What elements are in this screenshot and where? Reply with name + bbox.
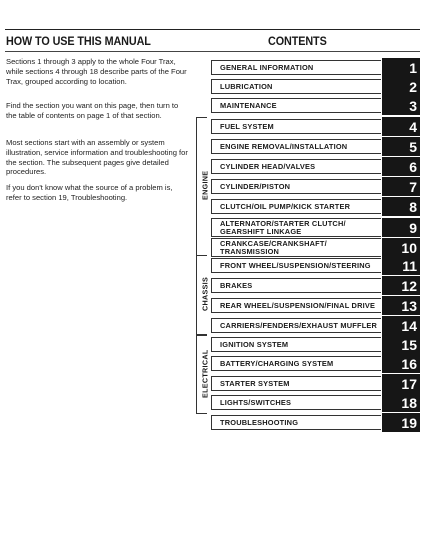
intro-paragraph-2: Find the section you want on this page, then turn to the table of contents on page 1 of that section. [6, 101, 179, 120]
section-title[interactable] [211, 356, 381, 371]
section-title-line1: CARRIERS/FENDERS/EXHAUST MUFFLER [220, 320, 378, 330]
section-title-line1: CYLINDER HEAD/VALVES [220, 161, 316, 171]
section-number-tab[interactable]: 5 [382, 137, 420, 156]
section-number-tab[interactable]: 8 [382, 197, 420, 216]
section-title-line1: CYLINDER/PISTON [220, 181, 291, 191]
section-number-tab[interactable]: 19 [382, 413, 420, 432]
chassis-group-label: CHASSIS [200, 276, 210, 312]
section-title-line1: ALTERNATOR/STARTER CLUTCH/ [220, 218, 346, 228]
section-title-line1: REAR WHEEL/SUSPENSION/FINAL DRIVE [220, 300, 376, 310]
top-rule [5, 29, 420, 30]
section-number-tab[interactable]: 17 [382, 374, 420, 393]
section-title[interactable] [211, 298, 381, 313]
section-title-line1: BRAKES [220, 280, 253, 290]
section-title-line1: FRONT WHEEL/SUSPENSION/STEERING [220, 260, 371, 270]
section-title-line1: IGNITION SYSTEM [220, 339, 289, 349]
section-title-line1: TROUBLESHOOTING [220, 417, 299, 427]
section-title[interactable] [211, 376, 381, 391]
section-title[interactable] [211, 60, 381, 75]
section-number-tab[interactable]: 14 [382, 316, 420, 335]
section-title[interactable] [211, 139, 381, 154]
section-title[interactable] [211, 238, 381, 257]
section-number-tab[interactable]: 18 [382, 393, 420, 412]
how-to-use-heading: HOW TO USE THIS MANUAL [6, 34, 151, 48]
intro-paragraph-4: If you don't know what the source of a problem is, refer to section 19, Troubleshooting. [6, 183, 173, 202]
contents-heading: CONTENTS [268, 34, 327, 48]
section-title[interactable] [211, 119, 381, 134]
section-number-tab[interactable]: 16 [382, 354, 420, 373]
section-title[interactable] [211, 179, 381, 194]
section-title[interactable] [211, 199, 381, 214]
section-number-tab[interactable]: 6 [382, 157, 420, 176]
intro-paragraph-1: Sections 1 through 3 apply to the whole Four Trax, while sections 4 through 18 describe parts of the Four Trax, grouped according to location. [6, 57, 187, 86]
section-number-tab[interactable]: 12 [382, 276, 420, 295]
section-title-line1: LUBRICATION [220, 81, 273, 91]
section-title[interactable] [211, 318, 381, 333]
section-number-tab[interactable]: 9 [382, 218, 420, 237]
section-number-tab[interactable]: 11 [382, 256, 420, 275]
section-title-line1: CLUTCH/OIL PUMP/KICK STARTER [220, 201, 351, 211]
section-title-line1: LIGHTS/SWITCHES [220, 397, 292, 407]
section-number-tab[interactable]: 7 [382, 177, 420, 196]
section-title-line2: GEARSHIFT LINKAGE [220, 226, 302, 236]
section-number-tab[interactable]: 2 [382, 77, 420, 96]
section-title[interactable] [211, 258, 381, 273]
heading-rule [5, 51, 420, 52]
section-title-line1: MAINTENANCE [220, 100, 277, 110]
section-title-line1: CRANKCASE/CRANKSHAFT/ [220, 238, 327, 248]
section-title[interactable] [211, 337, 381, 352]
section-title[interactable] [211, 218, 381, 237]
section-title-line2: TRANSMISSION [220, 246, 280, 256]
section-title-line1: FUEL SYSTEM [220, 121, 274, 131]
section-title-line1: BATTERY/CHARGING SYSTEM [220, 358, 334, 368]
section-title[interactable] [211, 278, 381, 293]
section-number-tab[interactable]: 1 [382, 58, 420, 77]
intro-paragraph-3: Most sections start with an assembly or system illustration, service information and troubleshooting for the section. The subsequent pages give detailed procedures. [6, 138, 188, 177]
section-number-tab[interactable]: 10 [382, 238, 420, 257]
section-number-tab[interactable]: 4 [382, 117, 420, 136]
section-title[interactable] [211, 395, 381, 410]
section-number-tab[interactable]: 13 [382, 296, 420, 315]
section-title[interactable] [211, 98, 381, 113]
section-title[interactable] [211, 415, 381, 430]
section-number-tab[interactable]: 3 [382, 96, 420, 115]
electrical-group-label: ELECTRICAL [200, 349, 210, 398]
section-title-line1: STARTER SYSTEM [220, 378, 290, 388]
section-title-line1: GENERAL INFORMATION [220, 62, 314, 72]
section-title-line1: ENGINE REMOVAL/INSTALLATION [220, 141, 348, 151]
section-number-tab[interactable]: 15 [382, 335, 420, 354]
section-title[interactable] [211, 79, 381, 94]
section-title[interactable] [211, 159, 381, 174]
engine-group-label: ENGINE [200, 170, 210, 201]
